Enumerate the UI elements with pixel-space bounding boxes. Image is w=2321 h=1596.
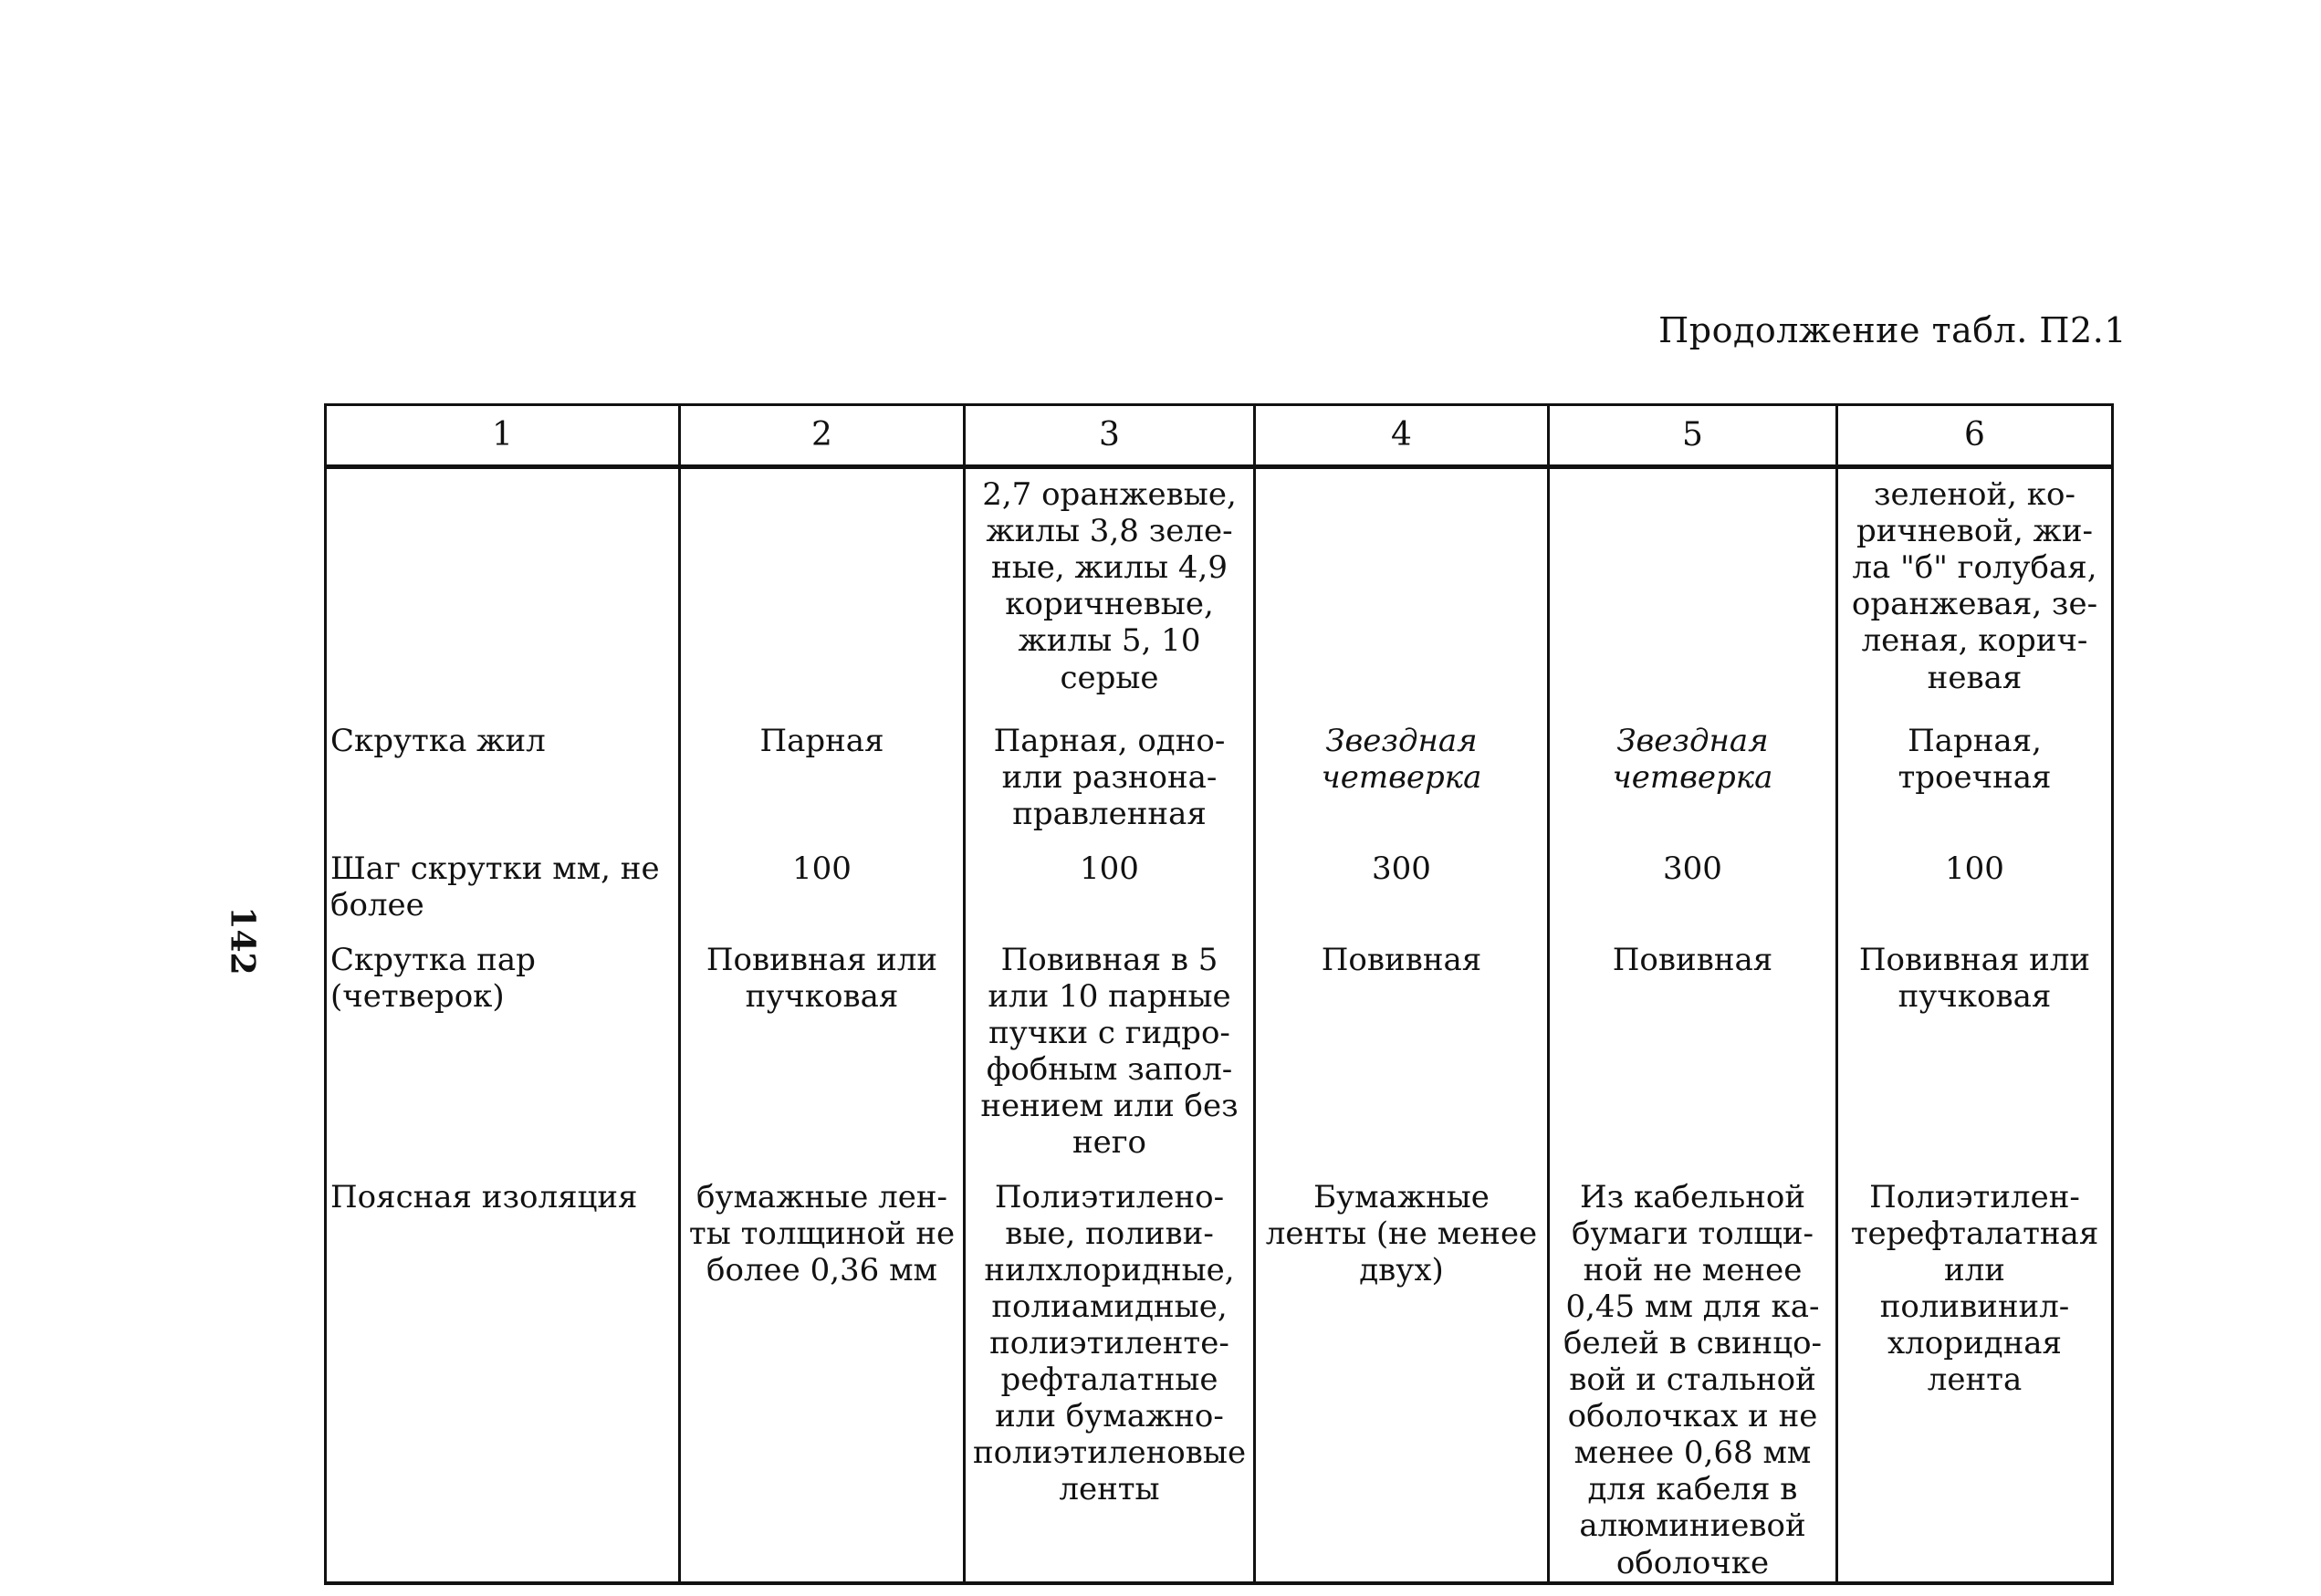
table-cell: 100 — [680, 834, 965, 925]
table-cell: Повивная или пучковая — [1837, 925, 2113, 1163]
table-row-belt-insulation — [326, 1163, 2113, 1583]
column-header-3: 3 — [965, 405, 1255, 467]
table-row-pair-twisting — [326, 925, 2113, 1163]
column-header-5: 5 — [1549, 405, 1837, 467]
table-cell: зеленой, ко-ричневой, жи-ла "б" голубая, оранжевая, зе-леная, корич-невая — [1837, 467, 2113, 706]
table-cell — [1255, 467, 1549, 706]
cable-spec-table — [324, 403, 2114, 1585]
table-cell: Бумажные ленты (не менее двух) — [1255, 1163, 1549, 1583]
table-cell: Повивная или пучковая — [680, 925, 965, 1163]
table-row-twist-step — [326, 834, 2113, 925]
column-header-4: 4 — [1255, 405, 1549, 467]
table-cell: 300 — [1255, 834, 1549, 925]
row-label: Скрутка пар (четверок) — [326, 925, 680, 1163]
column-header-1: 1 — [326, 405, 680, 467]
table-cell: 2,7 оранжевые, жилы 3,8 зеле-ные, жилы 4,9 коричневые, жилы 5, 10 серые — [965, 467, 1255, 706]
table-row-continuation — [326, 467, 2113, 706]
column-header-2: 2 — [680, 405, 965, 467]
table-cell: Повивная в 5 или 10 парные пучки с гидро-фобным запол-нением или без него — [965, 925, 1255, 1163]
table-cell: Повивная — [1549, 925, 1837, 1163]
table-cell: Повивная — [1255, 925, 1549, 1163]
table-cell: Полиэтилено-вые, поливи-нилхлоридные, полиамидные, полиэтиленте-рефталатные или бумажно-полиэтиленовые ленты — [965, 1163, 1255, 1583]
table-cell — [680, 467, 965, 706]
row-label — [326, 467, 680, 706]
table-cell: Парная, троечная — [1837, 706, 2113, 834]
row-label: Шаг скрутки мм, не более — [326, 834, 680, 925]
table-cell: 100 — [1837, 834, 2113, 925]
table-row-twisting — [326, 706, 2113, 834]
header-row — [326, 405, 2113, 467]
table-cell: бумажные лен-ты толщиной не более 0,36 мм — [680, 1163, 965, 1583]
table-cell: Звездная четверка — [1255, 706, 1549, 834]
table-cell: Полиэтилен-терефталатная или поливинил-хлоридная лента — [1837, 1163, 2113, 1583]
table-cell: 100 — [965, 834, 1255, 925]
page-number: 142 — [223, 906, 262, 975]
table-caption: Продолжение табл. П2.1 — [1658, 310, 2127, 350]
table-cell: Парная, одно- или разнона-правленная — [965, 706, 1255, 834]
column-header-6: 6 — [1837, 405, 2113, 467]
table-cell — [1549, 467, 1837, 706]
row-label: Скрутка жил — [326, 706, 680, 834]
table-cell: 300 — [1549, 834, 1837, 925]
table-cell: Звездная четверка — [1549, 706, 1837, 834]
row-label: Поясная изоляция — [326, 1163, 680, 1583]
table-cell: Парная — [680, 706, 965, 834]
table-cell: Из кабельной бумаги толщи-ной не менее 0,45 мм для ка-белей в свинцо-вой и стальной оболочках и не менее 0,68 мм для кабеля в алюминиевой оболочке — [1549, 1163, 1837, 1583]
